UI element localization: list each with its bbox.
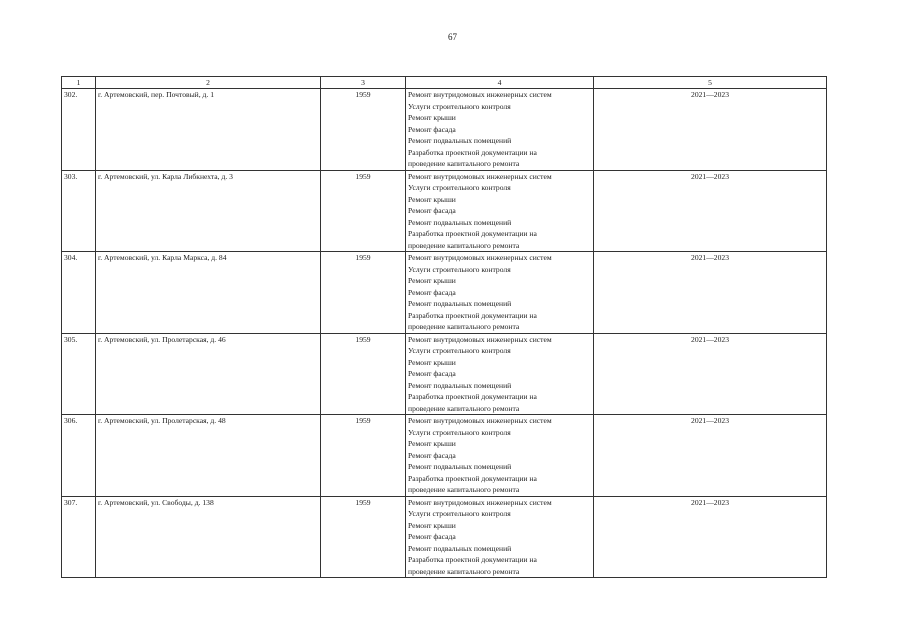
year-cell: 1959 <box>321 496 406 578</box>
work-item: Ремонт внутридомовых инженерных систем <box>408 171 552 181</box>
work-item: Ремонт фасада <box>408 206 456 215</box>
work-item: Услуги строительного контроля <box>408 509 511 518</box>
work-item: Ремонт подвальных помещений <box>408 136 512 145</box>
works-cell <box>406 496 594 578</box>
row-number: 303. <box>62 170 96 252</box>
work-item: Услуги строительного контроля <box>408 183 511 192</box>
row-number: 304. <box>62 252 96 334</box>
work-item: Услуги строительного контроля <box>408 346 511 355</box>
work-item: Ремонт подвальных помещений <box>408 299 512 308</box>
work-item: Услуги строительного контроля <box>408 427 511 437</box>
work-item: Ремонт внутридомовых инженерных систем <box>408 497 552 507</box>
address-cell: г. Артемовский, ул. Пролетарская, д. 46 <box>96 333 321 415</box>
works-cell <box>406 415 594 497</box>
work-item: Ремонт подвальных помещений <box>408 543 512 553</box>
address-cell: г. Артемовский, ул. Свободы, д. 138 <box>96 496 321 578</box>
work-item: Ремонт крыши <box>408 520 456 530</box>
work-item: Ремонт крыши <box>408 194 456 204</box>
header-col-5: 5 <box>594 77 827 89</box>
year-cell: 1959 <box>321 333 406 415</box>
work-item: Ремонт крыши <box>408 113 456 122</box>
works-cell <box>406 170 594 252</box>
period-cell: 2021—2023 <box>594 170 827 252</box>
work-item: Разработка проектной документации на <box>408 473 537 483</box>
work-item: проведение капитального ремонта <box>408 403 520 413</box>
works-cell <box>406 333 594 415</box>
period-cell: 2021—2023 <box>594 496 827 578</box>
work-item: Ремонт подвальных помещений <box>408 462 512 471</box>
work-item: Разработка проектной документации на <box>408 310 537 320</box>
work-item: Ремонт внутридомовых инженерных систем <box>408 90 552 99</box>
row-number: 305. <box>62 333 96 415</box>
table-row <box>62 496 827 578</box>
work-item: Разработка проектной документации на <box>408 229 537 238</box>
header-col-4: 4 <box>406 77 594 89</box>
row-number: 306. <box>62 415 96 497</box>
work-item: Ремонт фасада <box>408 369 456 378</box>
capital-repair-table <box>61 76 827 578</box>
table-row <box>62 415 827 497</box>
page-number: 67 <box>448 32 457 42</box>
address-cell: г. Артемовский, ул. Карла Маркса, д. 84 <box>96 252 321 334</box>
work-item: проведение капитального ремонта <box>408 566 520 576</box>
year-cell: 1959 <box>321 170 406 252</box>
header-row <box>62 77 827 89</box>
work-item: Ремонт внутридомовых инженерных систем <box>408 334 552 344</box>
work-item: проведение капитального ремонта <box>408 485 520 494</box>
table-row <box>62 333 827 415</box>
period-cell: 2021—2023 <box>594 415 827 497</box>
work-item: Услуги строительного контроля <box>408 101 511 111</box>
row-number: 307. <box>62 496 96 578</box>
work-item: Разработка проектной документации на <box>408 392 537 401</box>
work-item: Ремонт крыши <box>408 439 456 448</box>
work-item: Услуги строительного контроля <box>408 264 511 274</box>
work-item: Разработка проектной документации на <box>408 147 537 157</box>
work-item: Ремонт фасада <box>408 124 456 134</box>
work-item: Ремонт фасада <box>408 287 456 297</box>
work-item: проведение капитального ремонта <box>408 322 520 331</box>
work-item: Ремонт фасада <box>408 532 456 541</box>
period-cell: 2021—2023 <box>594 252 827 334</box>
header-col-3: 3 <box>321 77 406 89</box>
table-row <box>62 170 827 252</box>
work-item: Ремонт внутридомовых инженерных систем <box>408 253 552 262</box>
work-item: Ремонт крыши <box>408 357 456 367</box>
work-item: проведение капитального ремонта <box>408 159 520 168</box>
work-item: Ремонт крыши <box>408 276 456 285</box>
table-row <box>62 252 827 334</box>
table-row <box>62 89 827 171</box>
period-cell: 2021—2023 <box>594 333 827 415</box>
address-cell: г. Артемовский, пер. Почтовый, д. 1 <box>96 89 321 171</box>
header-col-1: 1 <box>62 77 96 89</box>
address-cell: г. Артемовский, ул. Карла Либкнехта, д. 3 <box>96 170 321 252</box>
period-cell: 2021—2023 <box>594 89 827 171</box>
address-cell: г. Артемовский, ул. Пролетарская, д. 48 <box>96 415 321 497</box>
table-body <box>62 89 827 578</box>
year-cell: 1959 <box>321 252 406 334</box>
work-item: Ремонт подвальных помещений <box>408 380 512 390</box>
works-cell <box>406 89 594 171</box>
work-item: Ремонт фасада <box>408 450 456 460</box>
work-item: Ремонт внутридомовых инженерных систем <box>408 416 552 425</box>
table-header <box>62 77 827 89</box>
header-col-2: 2 <box>96 77 321 89</box>
year-cell: 1959 <box>321 415 406 497</box>
year-cell: 1959 <box>321 89 406 171</box>
work-item: Ремонт подвальных помещений <box>408 217 512 227</box>
work-item: Разработка проектной документации на <box>408 555 537 564</box>
works-cell <box>406 252 594 334</box>
work-item: проведение капитального ремонта <box>408 240 520 250</box>
row-number: 302. <box>62 89 96 171</box>
